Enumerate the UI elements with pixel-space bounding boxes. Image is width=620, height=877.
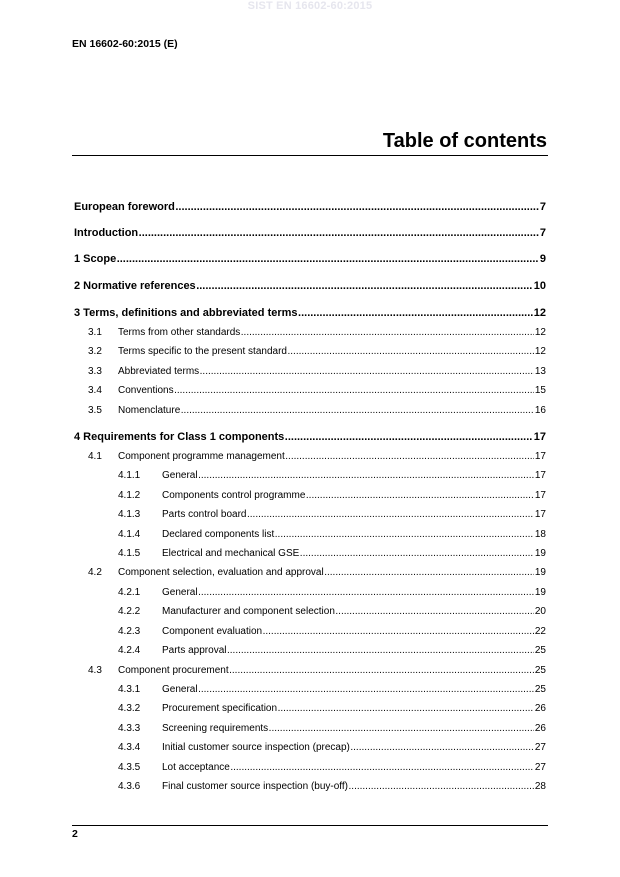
- toc-entry[interactable]: [88, 665, 546, 676]
- toc-entry-page: 13: [534, 366, 546, 377]
- toc-entry[interactable]: [74, 431, 546, 443]
- toc-entry[interactable]: [74, 280, 546, 292]
- toc-entry-title: Parts approval: [162, 645, 227, 656]
- dot-leader: [227, 645, 534, 656]
- toc-entry[interactable]: [88, 405, 546, 416]
- toc-entry-number: 3.3: [88, 366, 102, 377]
- dot-leader: [278, 703, 535, 714]
- toc-entry-page: 25: [534, 684, 546, 695]
- toc-entry[interactable]: [118, 548, 546, 559]
- toc-entry-number: 3.5: [88, 405, 102, 416]
- toc-entry[interactable]: [118, 606, 546, 617]
- dot-leader: [247, 509, 534, 520]
- toc-entry[interactable]: [118, 781, 546, 792]
- toc-entry-title: Terms specific to the present standard: [118, 346, 287, 357]
- footer-rule: [72, 825, 548, 826]
- toc-entry-number: 4.3.3: [118, 723, 141, 734]
- toc-entry-title: Nomenclature: [118, 405, 181, 416]
- toc-entry[interactable]: [88, 567, 546, 578]
- toc-entry-number: 3.4: [88, 385, 102, 396]
- toc-entry-page: 7: [539, 227, 546, 239]
- toc-entry-title: General: [162, 684, 198, 695]
- toc-entry-page: 7: [539, 201, 546, 213]
- toc-title: Table of contents: [382, 130, 547, 152]
- toc-entry-page: 12: [533, 307, 546, 319]
- toc-entry-page: 25: [534, 665, 546, 676]
- toc-entry[interactable]: [74, 227, 546, 239]
- toc-entry-page: 26: [534, 703, 546, 714]
- toc-entry-page: 9: [539, 253, 546, 265]
- toc-entry-number: 4.1.1: [118, 470, 141, 481]
- toc-entry-number: 3.1: [88, 327, 102, 338]
- toc-entry-page: 12: [534, 327, 546, 338]
- toc-entry-title: 2 Normative references: [74, 280, 196, 292]
- dot-leader: [324, 567, 534, 578]
- toc-entry-page: 26: [534, 723, 546, 734]
- toc-entry-page: 28: [534, 781, 546, 792]
- dot-leader: [181, 405, 535, 416]
- dot-leader: [175, 201, 539, 213]
- dot-leader: [300, 548, 535, 559]
- toc-entry[interactable]: [118, 742, 546, 753]
- toc-entry-page: 17: [534, 470, 546, 481]
- toc-entry-title: Conventions: [118, 385, 174, 396]
- toc-entry-number: 4.2: [88, 567, 102, 578]
- toc-entry-number: 4.3.4: [118, 742, 141, 753]
- dot-leader: [285, 431, 533, 443]
- toc-entry-number: 4.1.3: [118, 509, 141, 520]
- dot-leader: [306, 490, 534, 501]
- toc-entry[interactable]: [118, 509, 546, 520]
- toc-entry-title: Final customer source inspection (buy-off): [162, 781, 349, 792]
- dot-leader: [174, 385, 534, 396]
- toc-entry-number: 4.1.2: [118, 490, 141, 501]
- toc-entry-number: 4.2.2: [118, 606, 141, 617]
- dot-leader: [350, 742, 534, 753]
- toc-entry[interactable]: [118, 723, 546, 734]
- toc-entry-page: 20: [534, 606, 546, 617]
- toc-entry-title: Component selection, evaluation and approval: [118, 567, 324, 578]
- toc-entry-page: 19: [534, 548, 546, 559]
- toc-entry-page: 15: [534, 385, 546, 396]
- toc-entry[interactable]: [74, 253, 546, 265]
- toc-entry[interactable]: [118, 470, 546, 481]
- toc-entry-number: 4.3.2: [118, 703, 141, 714]
- toc-entry-title: 3 Terms, definitions and abbreviated terms: [74, 307, 298, 319]
- toc-entry[interactable]: [88, 366, 546, 377]
- toc-entry-number: 4.3.5: [118, 762, 141, 773]
- toc-entry-title: European foreword: [74, 201, 175, 213]
- toc-entry-title: Parts control board: [162, 509, 247, 520]
- toc-entry[interactable]: [118, 490, 546, 501]
- dot-leader: [241, 327, 535, 338]
- toc-entry-number: 4.3: [88, 665, 102, 676]
- page-number: 2: [72, 828, 78, 840]
- dot-leader: [298, 307, 533, 319]
- toc-entry-title: Terms from other standards: [118, 327, 241, 338]
- toc-entry-number: 4.1.4: [118, 529, 141, 540]
- toc-entry-title: Component programme management: [118, 451, 285, 462]
- toc-entry-title: Declared components list: [162, 529, 275, 540]
- title-rule: [72, 155, 548, 156]
- dot-leader: [200, 366, 535, 377]
- toc-entry[interactable]: [88, 327, 546, 338]
- toc-entry[interactable]: [118, 762, 546, 773]
- toc-entry-page: 12: [534, 346, 546, 357]
- watermark: SIST EN 16602-60:2015: [247, 0, 373, 12]
- dot-leader: [275, 529, 535, 540]
- dot-leader: [263, 626, 535, 637]
- dot-leader: [229, 665, 534, 676]
- toc-entry-title: Components control programme: [162, 490, 306, 501]
- toc-entry-page: 17: [534, 451, 546, 462]
- toc-entry-page: 17: [533, 431, 546, 443]
- dot-leader: [198, 470, 534, 481]
- dot-leader: [269, 723, 535, 734]
- document-id: EN 16602-60:2015 (E): [72, 38, 178, 50]
- toc-entry-number: 4.1: [88, 451, 102, 462]
- toc-entry[interactable]: [88, 385, 546, 396]
- toc-entry-title: 1 Scope: [74, 253, 117, 265]
- toc-entry-title: Procurement specification: [162, 703, 278, 714]
- toc-entry-title: Screening requirements: [162, 723, 269, 734]
- toc-entry[interactable]: [88, 451, 546, 462]
- toc-entry-page: 18: [534, 529, 546, 540]
- toc-entry-title: General: [162, 470, 198, 481]
- toc-entry[interactable]: [118, 587, 546, 598]
- toc-entry-page: 27: [534, 742, 546, 753]
- dot-leader: [139, 227, 540, 239]
- toc-entry[interactable]: [74, 201, 546, 213]
- toc-entry-title: 4 Requirements for Class 1 components: [74, 431, 285, 443]
- toc-entry[interactable]: [74, 307, 546, 319]
- dot-leader: [198, 587, 534, 598]
- toc-entry-number: 4.2.4: [118, 645, 141, 656]
- toc-entry[interactable]: [118, 684, 546, 695]
- toc-entry-page: 10: [533, 280, 546, 292]
- dot-leader: [198, 684, 534, 695]
- toc-entry[interactable]: [118, 529, 546, 540]
- dot-leader: [287, 346, 534, 357]
- dot-leader: [349, 781, 535, 792]
- dot-leader: [285, 451, 534, 462]
- toc-entry-number: 4.1.5: [118, 548, 141, 559]
- toc-entry-number: 4.2.3: [118, 626, 141, 637]
- toc-entry-number: 4.3.1: [118, 684, 141, 695]
- toc-entry-title: Component procurement: [118, 665, 229, 676]
- toc-entry-title: Lot acceptance: [162, 762, 230, 773]
- dot-leader: [117, 253, 540, 265]
- toc-entry[interactable]: [118, 626, 546, 637]
- toc-entry-page: 16: [534, 405, 546, 416]
- dot-leader: [196, 280, 533, 292]
- toc-entry[interactable]: [118, 645, 546, 656]
- toc-entry-title: General: [162, 587, 198, 598]
- toc-entry-number: 4.3.6: [118, 781, 141, 792]
- toc-entry-page: 17: [534, 490, 546, 501]
- toc-entry-page: 19: [534, 567, 546, 578]
- toc-entry-title: Introduction: [74, 227, 139, 239]
- toc-entry-number: 4.2.1: [118, 587, 141, 598]
- dot-leader: [335, 606, 534, 617]
- toc-entry-page: 22: [534, 626, 546, 637]
- toc-entry-title: Abbreviated terms: [118, 366, 200, 377]
- toc-entry-page: 17: [534, 509, 546, 520]
- toc-entry-page: 19: [534, 587, 546, 598]
- toc-entry-page: 27: [534, 762, 546, 773]
- toc-entry-title: Electrical and mechanical GSE: [162, 548, 300, 559]
- toc-entry[interactable]: [88, 346, 546, 357]
- toc-entry-title: Manufacturer and component selection: [162, 606, 335, 617]
- toc-entry[interactable]: [118, 703, 546, 714]
- toc-entry-page: 25: [534, 645, 546, 656]
- toc-entry-number: 3.2: [88, 346, 102, 357]
- toc-entry-title: Initial customer source inspection (precap): [162, 742, 350, 753]
- dot-leader: [230, 762, 534, 773]
- toc-entry-title: Component evaluation: [162, 626, 263, 637]
